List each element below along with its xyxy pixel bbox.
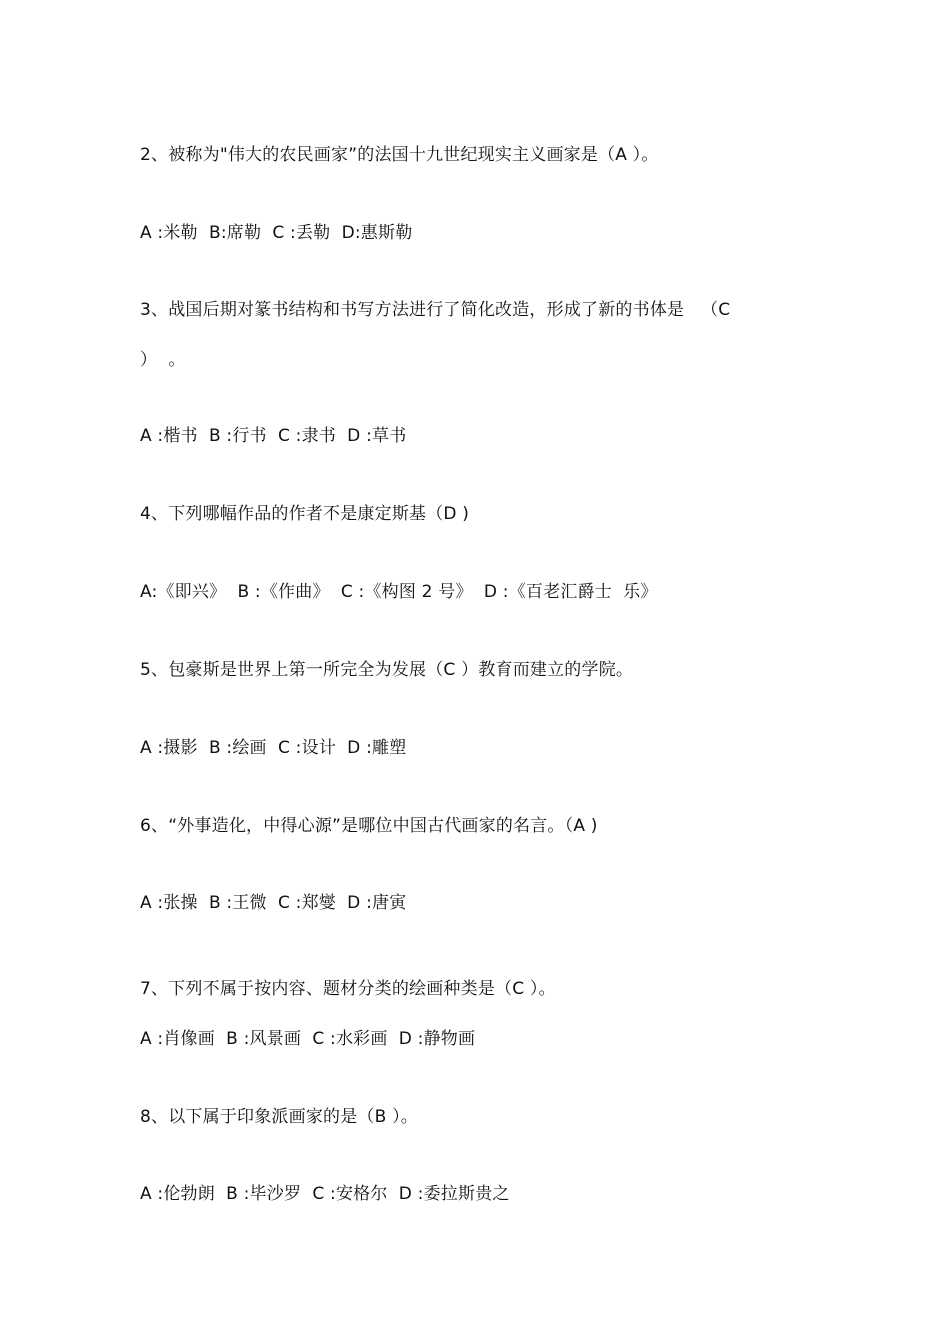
question-8: 8、以下属于印象派画家的是（B ）。: [140, 1107, 418, 1127]
question-2: 2、被称为"伟大的农民画家”的法国十九世纪现实主义画家是（A ）。: [140, 145, 659, 165]
options-6: A :张操 B :王微 C :郑燮 D :唐寅: [140, 893, 407, 913]
options-2: A :米勒 B:席勒 C :丢勒 D:惠斯勒: [140, 223, 413, 243]
options-7: A :肖像画 B :风景画 C :水彩画 D :静物画: [140, 1029, 476, 1049]
question-3: 3、战国后期对篆书结构和书写方法进行了简化改造，形成了新的书体是 （C: [140, 300, 731, 320]
question-3-continued: ） 。: [140, 350, 186, 370]
question-4: 4、下列哪幅作品的作者不是康定斯基（D ): [140, 504, 470, 524]
question-5: 5、包豪斯是世界上第一所完全为发展（C ）教育而建立的学院。: [140, 660, 634, 680]
question-7: 7、下列不属于按内容、题材分类的绘画种类是（C ）。: [140, 979, 556, 999]
options-4: A:《即兴》 B :《作曲》 C :《构图 2 号》 D :《百老汇爵士 乐》: [140, 582, 658, 602]
options-8: A :伦勃朗 B :毕沙罗 C :安格尔 D :委拉斯贵之: [140, 1184, 510, 1204]
options-3: A :楷书 B :行书 C :隶书 D :草书: [140, 426, 407, 446]
question-6: 6、“外事造化，中得心源”是哪位中国古代画家的名言。（A ): [140, 816, 598, 836]
options-5: A :摄影 B :绘画 C :设计 D :雕塑: [140, 738, 407, 758]
